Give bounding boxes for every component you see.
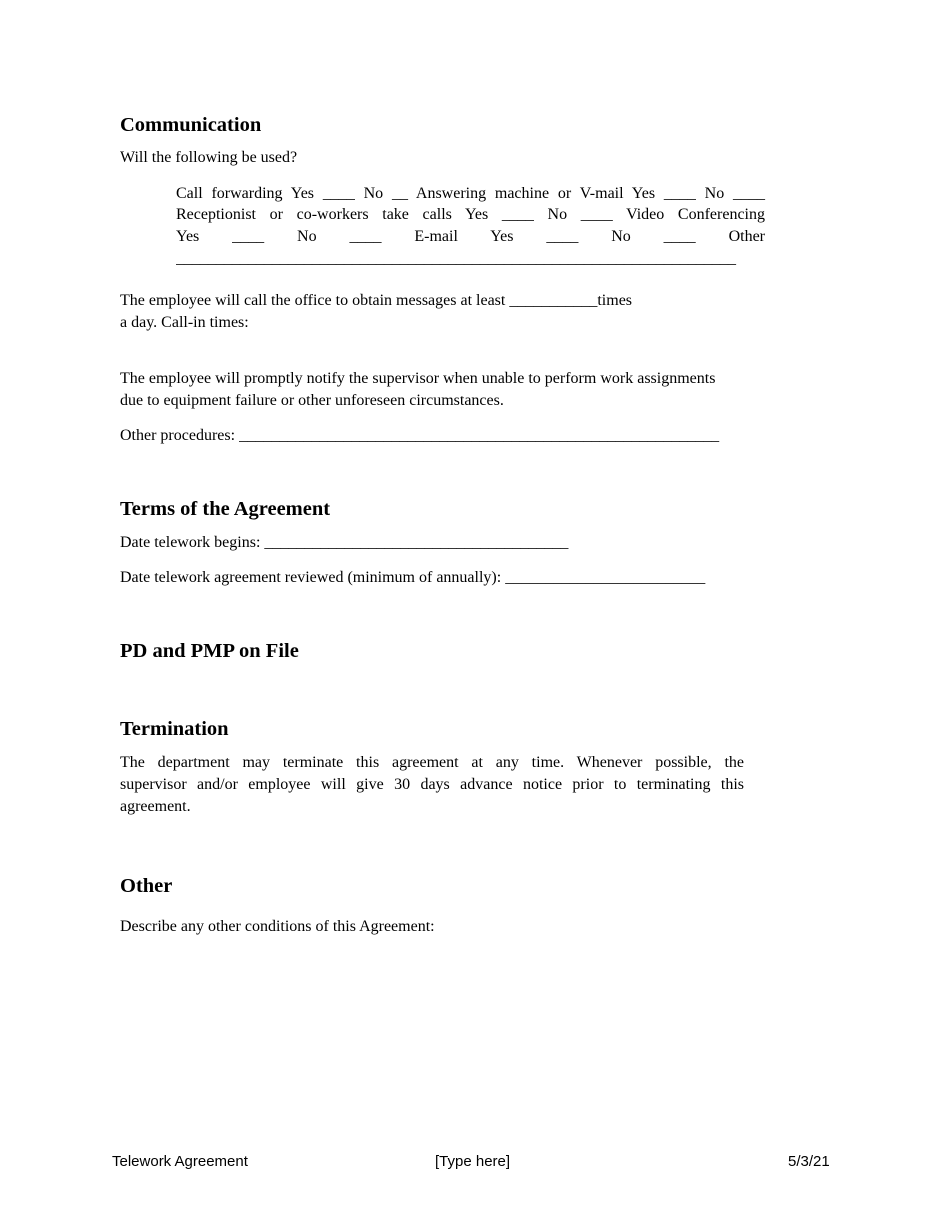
termination-line-2: supervisor and/or employee will give 30 days advance notice prior to terminating this (120, 776, 744, 793)
notify-line-2: due to equipment failure or other unforeseen circumstances. (120, 392, 504, 409)
other-conditions-text: Describe any other conditions of this Agreement: (120, 918, 435, 935)
pd-pmp-heading: PD and PMP on File (120, 640, 299, 662)
communication-intro: Will the following be used? (120, 149, 298, 166)
call-in-line-2: a day. Call-in times: (120, 314, 249, 331)
notify-line-1: The employee will promptly notify the supervisor when unable to perform work assignments (120, 370, 716, 387)
footer-date: 5/3/21 (788, 1153, 830, 1170)
footer-placeholder: [Type here] (435, 1153, 511, 1170)
call-in-line-1: The employee will call the office to obtain messages at least ___________times (120, 292, 633, 309)
communication-options-line-2: Receptionist or co-workers take calls Yes ____ No ____ Video Conferencing (176, 206, 765, 223)
communication-options-line-1: Call forwarding Yes ____ No __ Answering machine or V-mail Yes ____ No ____ (176, 185, 765, 202)
communication-heading: Communication (120, 114, 262, 136)
other-procedures-field: Other procedures: ____________________________________________________________ (120, 427, 720, 444)
communication-other-blank: ______________________________________________________________________ (176, 250, 736, 267)
footer-title: Telework Agreement (112, 1153, 248, 1170)
date-reviewed-field: Date telework agreement reviewed (minimum of annually): _________________________ (120, 569, 706, 586)
communication-options-line-3: Yes ____ No ____ E-mail Yes ____ No ____ Other (176, 228, 765, 245)
other-heading: Other (120, 875, 173, 897)
terms-heading: Terms of the Agreement (120, 498, 331, 520)
termination-line-1: The department may terminate this agreement at any time. Whenever possible, the (120, 754, 744, 771)
date-begins-field: Date telework begins: ______________________________________ (120, 534, 569, 551)
termination-line-3: agreement. (120, 798, 191, 815)
termination-heading: Termination (120, 718, 229, 740)
